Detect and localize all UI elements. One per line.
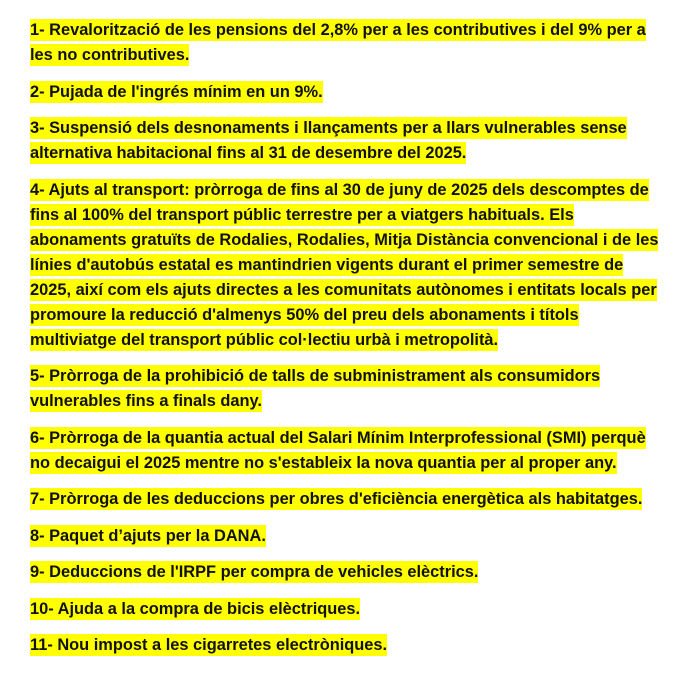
list-item-8 (30, 524, 660, 549)
item-text-4: 4- Ajuts al transport: pròrroga de fins al 30 de juny de 2025 dels descomptes de fins al 100% del transport públic terrestre per a viatgers habituals. Els abonaments gratuïts de Rodalies, Rodalies, Mitja Distància convencional i de les línies d'autobús estatal es mantindrien vigents durant el primer semestre de 2025, així com els ajuts directes a les comunitats autònomes i entitats locals per promoure la reducció d'almenys 50% del preu dels abonaments i títols multiviatge del transport públic col·lectiu urbà i metropolità. (30, 180, 659, 349)
item-text-1: 1- Revalorització de les pensions del 2,8% per a les contributives i del 9% per a les no contributives. (30, 21, 646, 64)
item-text-11: 11- Nou impost a les cigarretes electròniques. (30, 636, 388, 654)
item-text-3: 3- Suspensió dels desnonaments i llançaments per a llars vulnerables sense alternativa habitacional fins al 31 de desembre del 2025. (30, 119, 627, 162)
measures-list (30, 18, 660, 658)
list-item-4 (30, 178, 660, 353)
item-text-2: 2- Pujada de l'ingrés mínim en un 9%. (30, 82, 323, 101)
list-item-3 (30, 116, 660, 166)
item-text-5: 5- Pròrroga de la prohibició de talls de subministrament als consumidors vulnerables fins a finals dany. (30, 367, 601, 410)
list-item-5 (30, 364, 660, 414)
item-text-10: 10- Ajuda a la compra de bicis elèctriques. (30, 599, 361, 618)
list-item-7 (30, 487, 660, 512)
list-item-11 (30, 633, 660, 658)
list-item-9 (30, 560, 660, 585)
item-text-9: 9- Deduccions de l'IRPF per compra de vehicles elèctrics. (30, 563, 479, 581)
list-item-1 (30, 18, 660, 68)
item-text-6: 6- Pròrroga de la quantia actual del Salari Mínim Interprofessional (SMI) perquè no decaigui el 2025 mentre no s'estableix la nova quantia per al proper any. (30, 428, 646, 472)
list-item-6 (30, 426, 660, 476)
item-text-8: 8- Paquet d’ajuts per la DANA. (30, 526, 266, 545)
item-text-7: 7- Pròrroga de les deduccions per obres d'eficiència energètica als habitatges. (30, 490, 643, 508)
list-item-10 (30, 597, 660, 622)
list-item-2 (30, 80, 660, 105)
